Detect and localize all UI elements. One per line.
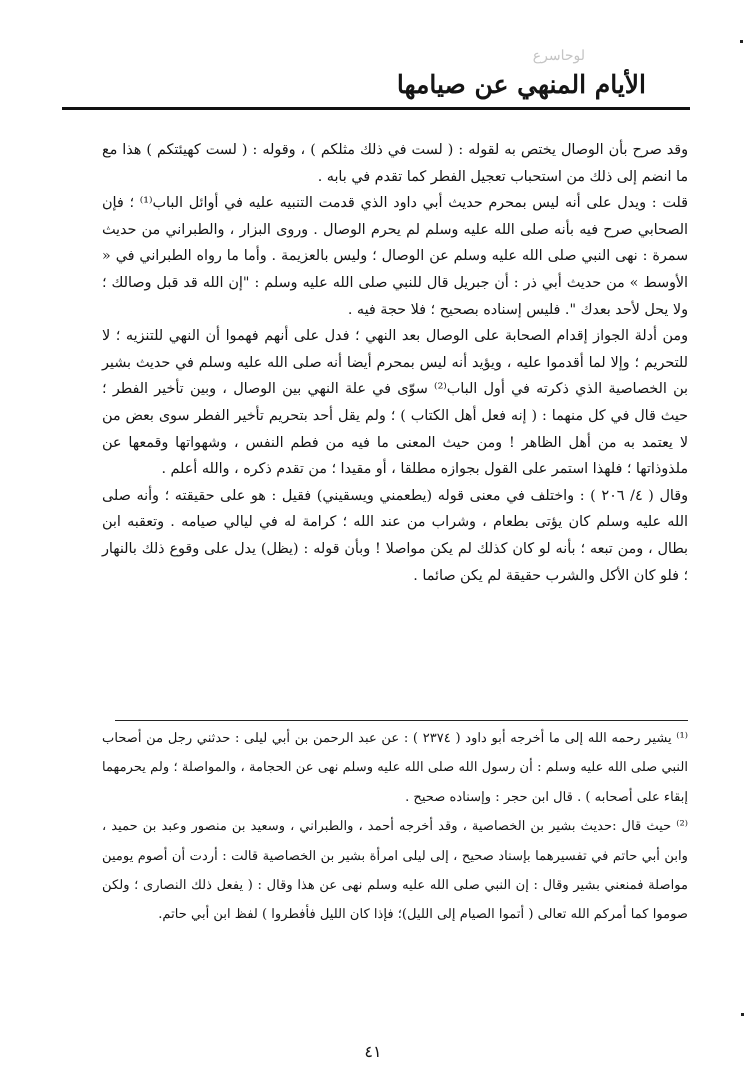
footnote: ⁽²⁾ حيث قال :حديث بشير بن الخصاصية ، وقد أخرجه أحمد ، والطبراني ، وسعيد بن منصور وعبد بن حميد ، وابن أبي حاتم في تفسيرهما بإسناد صحيح ، إلى ليلى امرأة بشير بن الخصاصية قالت : أردت أن أصوم يومين مواصلة فمنعني بشير وقال : إن النبي صلى الله عليه وسلم نهى عن هذا وقال : ( يفعل ذلك النصارى ؛ ولكن صوموا كما أمركم الله تعالى ( أتموا الصيام إلى الليل)؛ فإذا كان الليل فأفطروا ) لفظ ابن أبي حاتم. [102, 819, 688, 923]
paragraph: وقال ( ٤/ ٢٠٦ ) : واختلف في معنى قوله (يطعمني ويسقيني) فقيل : هو على حقيقته ؛ وأنه صلى الله عليه وسلم كان يؤتى بطعام ، وشراب من عند الله ؛ كرامة له في ليالي صيامه . وتعقبه ابن بطال ، ومن تبعه ؛ بأنه لو كان كذلك لم يكن مواصلا ! وبأن قوله : (يظل) يدل على وقوع ذلك بالنهار ؛ فلو كان الأكل والشرب حقيقة لم يكن صائما . [102, 487, 688, 584]
paragraph: قلت : ويدل على أنه ليس بمحرم حديث أبي داود الذي قدمت التنبيه عليه في أوائل الباب⁽¹⁾ ؛ فإن الصحابي صرح فيه بأنه صلى الله عليه وسلم لم يحرم الوصال . وروى البزار ، والطبراني من حديث سمرة : نهى النبي صلى الله عليه وسلم عن الوصال ؛ وليس بالعزيمة . وأما ما رواه الطبراني في « الأوسط » من حديث أبي ذر : أن جبريل قال للنبي صلى الله عليه وسلم : "إن الله قد قبل وصالك ؛ ولا يحل لأحد بعدك ". فليس إسناده بصحيح ؛ فلا حجة فيه . [102, 195, 688, 318]
chapter-title: الأيام المنهي عن صيامها [396, 70, 646, 99]
faint-header-text: لوحاسرع [532, 48, 585, 64]
paragraph: ومن أدلة الجواز إقدام الصحابة على الوصال بعد النهي ؛ فدل على أنهم فهموا أن النهي للتنزيه ؛ لا للتحريم ؛ وإلا لما أقدموا عليه ، ويؤيد أنه ليس بمحرم أيضا أنه صلى الله عليه وسلم في حديث بشير بن الخصاصية الذي ذكرته في أول الباب⁽²⁾ سوّى في علة النهي بين الوصال ، وبين تأخير الفطر ؛ حيث قال في كل منهما : ( إنه فعل أهل الكتاب ) ؛ ولم يقل أحد بتحريم تأخير الفطر سوى بعض من لا يعتمد به من أهل الظاهر ! ومن حيث المعنى ما فيه من فطم النفس ، وشهواتها وقمعها عن ملذوذاتها ؛ فلهذا استمر على القول بجوازه مطلقا ، أو مقيدا ؛ من تقدم ذكره ، والله أعلم . [102, 328, 688, 478]
footnotes [102, 724, 688, 930]
paragraph: وقد صرح بأن الوصال يختص به لقوله : ( لست في ذلك مثلكم ) ، وقوله : ( لست كهيئتكم ) هذا مع ما انضم إلى ذلك من استحباب تعجيل الفطر كما تقدم في بابه . [102, 142, 688, 185]
footnote-separator [115, 720, 688, 721]
footnote: ⁽¹⁾ يشير رحمه الله إلى ما أخرجه أبو داود ( ٢٣٧٤ ) : عن عبد الرحمن بن أبي ليلى : حدثني رجل من أصحاب النبي صلى الله عليه وسلم : أن رسول الله صلى الله عليه وسلم نهى عن الحجامة ، والمواصلة ؛ ولم يحرمهما إبقاء على أصحابه ) . قال ابن حجر : وإسناده صحيح . [102, 731, 688, 805]
page-number: ٤١ [364, 1042, 382, 1061]
scan-edge-mark [740, 40, 743, 43]
scan-edge-mark [741, 1013, 744, 1016]
main-text [102, 137, 688, 589]
header-rule [62, 107, 690, 110]
